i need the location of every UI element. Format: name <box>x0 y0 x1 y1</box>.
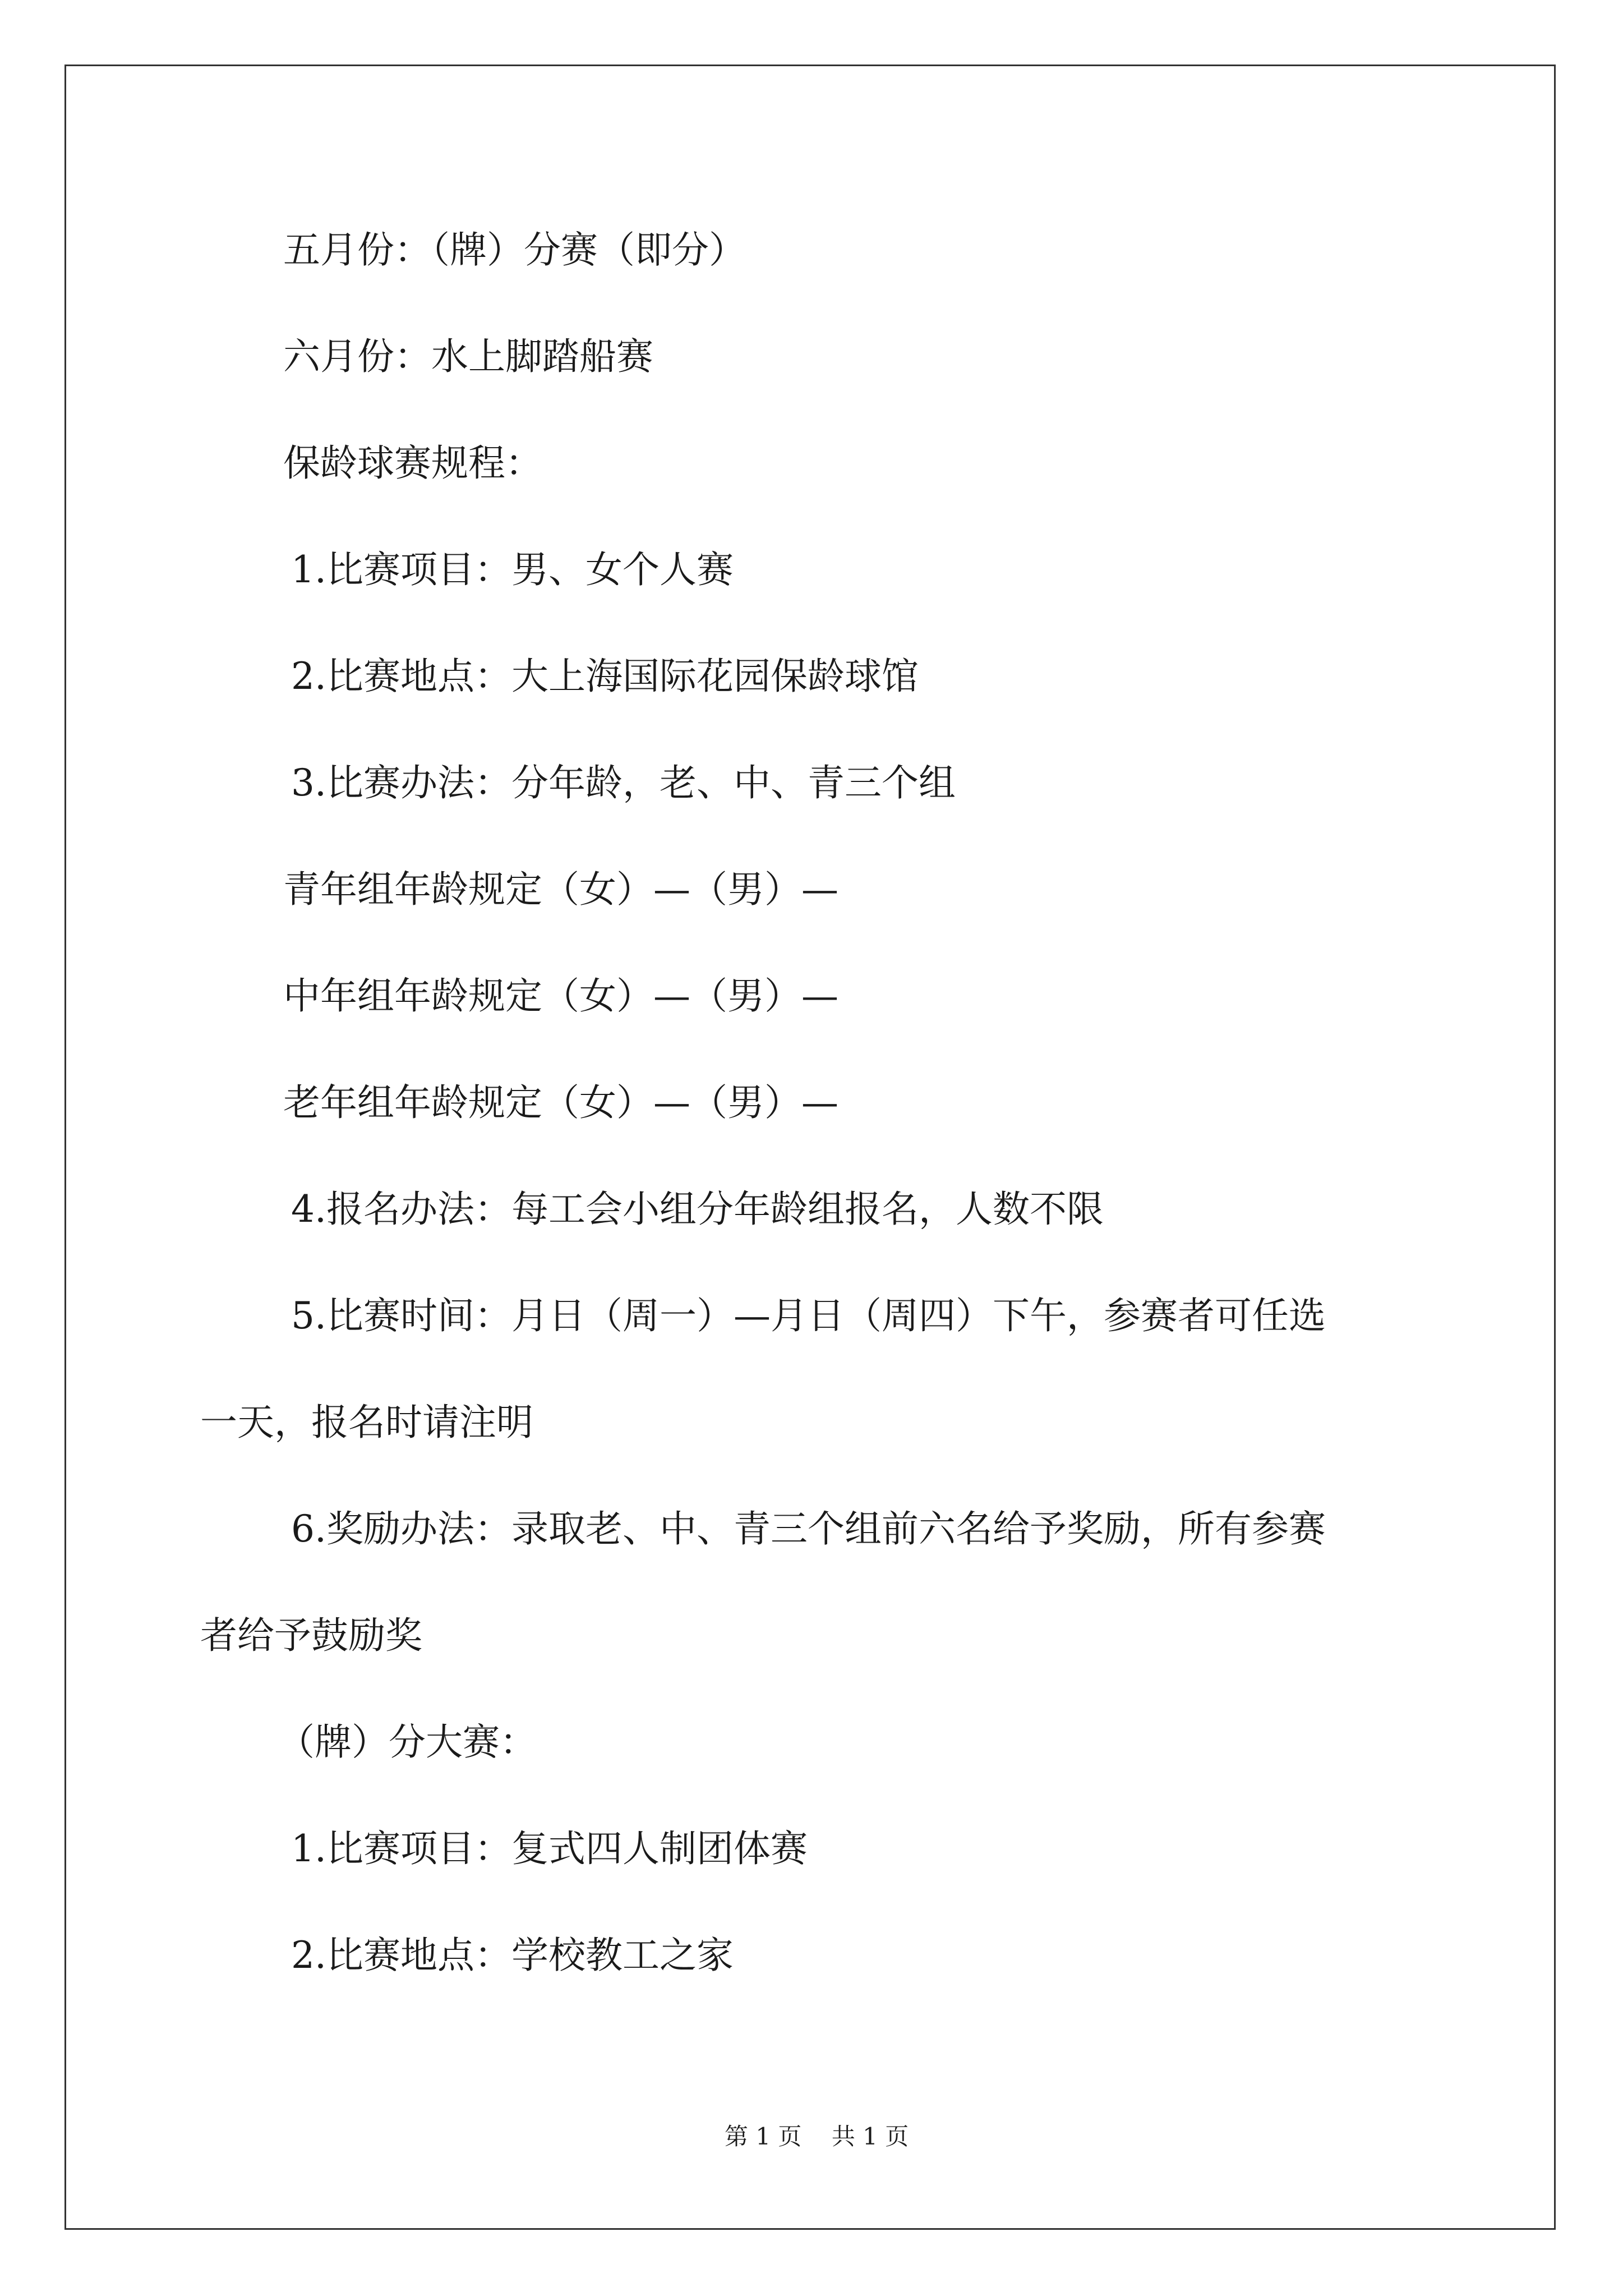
text-line: 1.比赛项目：男、女个人赛 <box>291 548 734 591</box>
text-line: 3.比赛办法：分年龄，老、中、青三个组 <box>291 761 956 804</box>
text-line: 中年组年龄规定（女）—（男）— <box>283 974 838 1018</box>
page-border <box>64 65 1556 2230</box>
text-line: 2.比赛地点：大上海国际花园保龄球馆 <box>291 655 919 698</box>
text-line: 2.比赛地点：学校教工之家 <box>291 1934 734 1977</box>
page-number-footer: 第 1 页 共 1 页 <box>725 2123 909 2150</box>
text-line: （牌）分大赛： <box>278 1720 537 1764</box>
text-line: 六月份：水上脚踏船赛 <box>283 335 653 378</box>
text-line: 青年组年龄规定（女）—（男）— <box>283 868 838 911</box>
text-line: 者给予鼓励奖 <box>200 1614 422 1657</box>
text-line: 五月份：（牌）分赛（即分） <box>283 228 746 272</box>
text-line: 老年组年龄规定（女）—（男）— <box>283 1081 838 1124</box>
text-line: 4.报名办法：每工会小组分年龄组报名，人数不限 <box>291 1188 1104 1231</box>
text-line: 1.比赛项目：复式四人制团体赛 <box>291 1827 808 1870</box>
text-line: 6.奖励办法：录取老、中、青三个组前六名给予奖励，所有参赛 <box>291 1507 1326 1550</box>
text-line: 保龄球赛规程： <box>283 441 542 485</box>
text-line: 一天，报名时请注明 <box>200 1401 533 1444</box>
text-line: 5.比赛时间：月日（周一）—月日（周四）下午，参赛者可任选 <box>291 1294 1326 1337</box>
